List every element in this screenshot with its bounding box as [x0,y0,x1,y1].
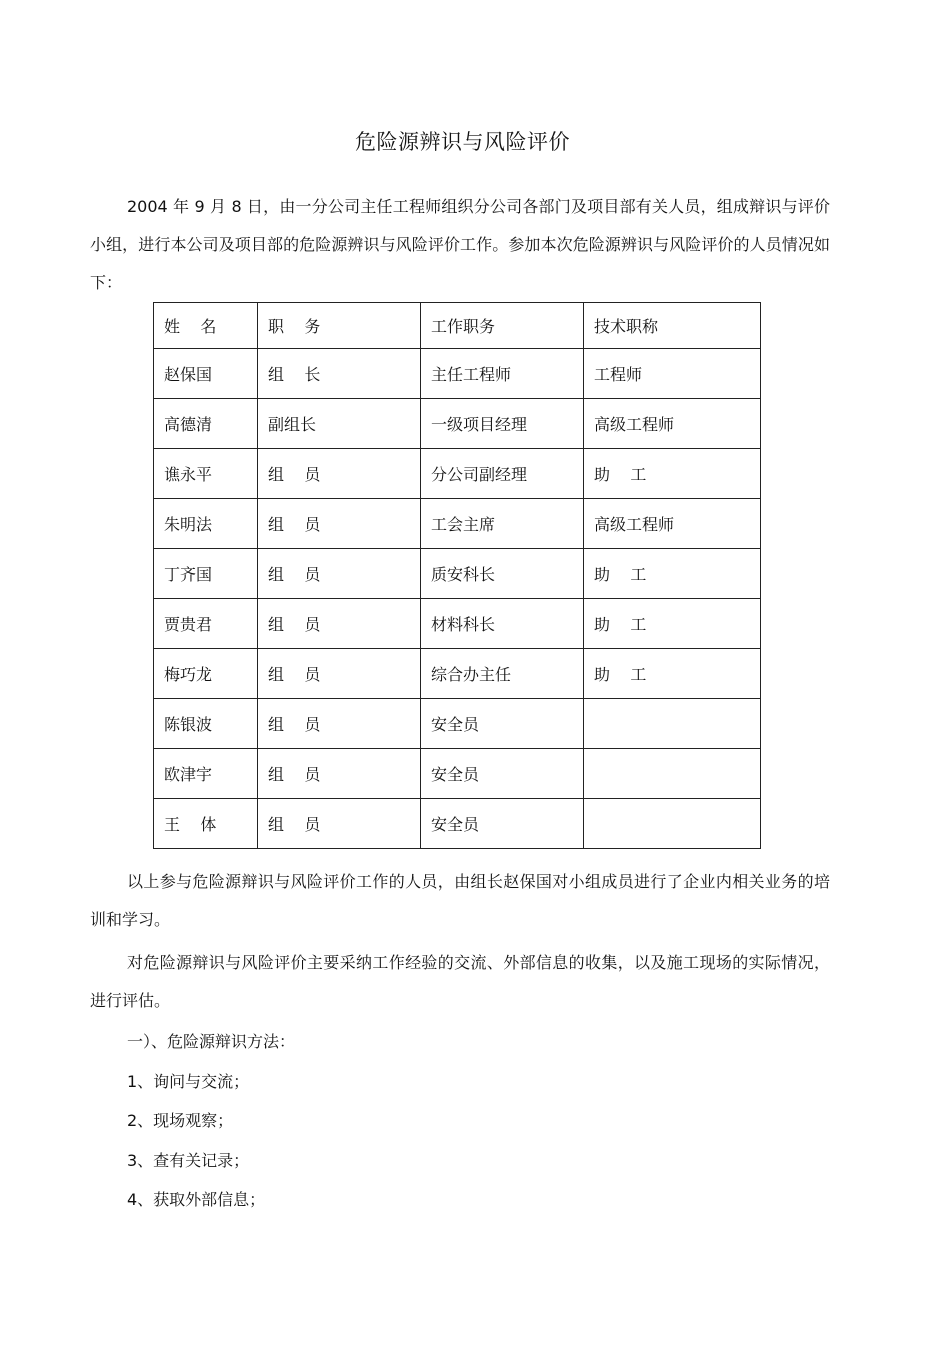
header-technical-title: 技术职称 [584,303,761,349]
header-name: 姓 名 [154,303,258,349]
table-row [154,549,761,599]
cell-job-title: 一级项目经理 [421,399,584,449]
cell-position: 组 员 [258,499,421,549]
table-row [154,499,761,549]
cell-technical-title: 助 工 [584,599,761,649]
cell-job-title: 质安科长 [421,549,584,599]
header-position: 职 务 [258,303,421,349]
cell-name: 谯永平 [154,449,258,499]
methods-heading: 一）、危险源辩识方法： [127,1032,296,1051]
cell-job-title: 主任工程师 [421,349,584,399]
cell-technical-title [584,799,761,849]
method-item: 1、询问与交流； [127,1072,250,1091]
cell-name: 赵保国 [154,349,258,399]
cell-name: 贾贵君 [154,599,258,649]
cell-name: 陈银波 [154,699,258,749]
cell-technical-title: 工程师 [584,349,761,399]
cell-technical-title: 助 工 [584,549,761,599]
method-item: 2、现场观察； [127,1111,234,1130]
cell-position: 组 员 [258,749,421,799]
cell-position: 组 长 [258,349,421,399]
cell-technical-title [584,699,761,749]
table-row [154,799,761,849]
cell-job-title: 综合办主任 [421,649,584,699]
cell-job-title: 安全员 [421,699,584,749]
cell-technical-title: 高级工程师 [584,499,761,549]
table-row [154,599,761,649]
cell-position: 组 员 [258,599,421,649]
cell-job-title: 安全员 [421,799,584,849]
header-job-title: 工作职务 [421,303,584,349]
document-title: 危险源辨识与风险评价 [355,130,570,154]
cell-name: 欧津宇 [154,749,258,799]
cell-name: 丁齐国 [154,549,258,599]
intro-paragraph: 2004 年 9 月 8 日，由一分公司主任工程师组织分公司各部门及项目部有关人员，组成辩识与评价小组，进行本公司及项目部的危险源辨识与风险评价工作。参加本次危险源辨识与风险评价的人员情况如下： [90,197,830,292]
table-row [154,349,761,399]
table-row [154,399,761,449]
cell-position: 组 员 [258,649,421,699]
method-item: 4、获取外部信息； [127,1190,266,1209]
cell-technical-title [584,749,761,799]
table-row [154,449,761,499]
cell-job-title: 分公司副经理 [421,449,584,499]
cell-technical-title: 助 工 [584,649,761,699]
cell-job-title: 安全员 [421,749,584,799]
personnel-table [153,302,761,849]
cell-name: 朱明法 [154,499,258,549]
cell-name: 王 体 [154,799,258,849]
cell-technical-title: 助 工 [584,449,761,499]
table-row [154,699,761,749]
cell-job-title: 材料科长 [421,599,584,649]
cell-position: 副组长 [258,399,421,449]
cell-job-title: 工会主席 [421,499,584,549]
cell-position: 组 员 [258,699,421,749]
cell-position: 组 员 [258,549,421,599]
method-item: 3、查有关记录； [127,1151,250,1170]
table-header-row [154,303,761,349]
approach-paragraph: 对危险源辩识与风险评价主要采纳工作经验的交流、外部信息的收集，以及施工现场的实际情况，进行评估。 [90,953,830,1010]
cell-name: 高德清 [154,399,258,449]
training-paragraph: 以上参与危险源辩识与风险评价工作的人员，由组长赵保国对小组成员进行了企业内相关业务的培训和学习。 [90,872,830,929]
cell-position: 组 员 [258,449,421,499]
table-row [154,649,761,699]
cell-name: 梅巧龙 [154,649,258,699]
cell-technical-title: 高级工程师 [584,399,761,449]
table-row [154,749,761,799]
cell-position: 组 员 [258,799,421,849]
